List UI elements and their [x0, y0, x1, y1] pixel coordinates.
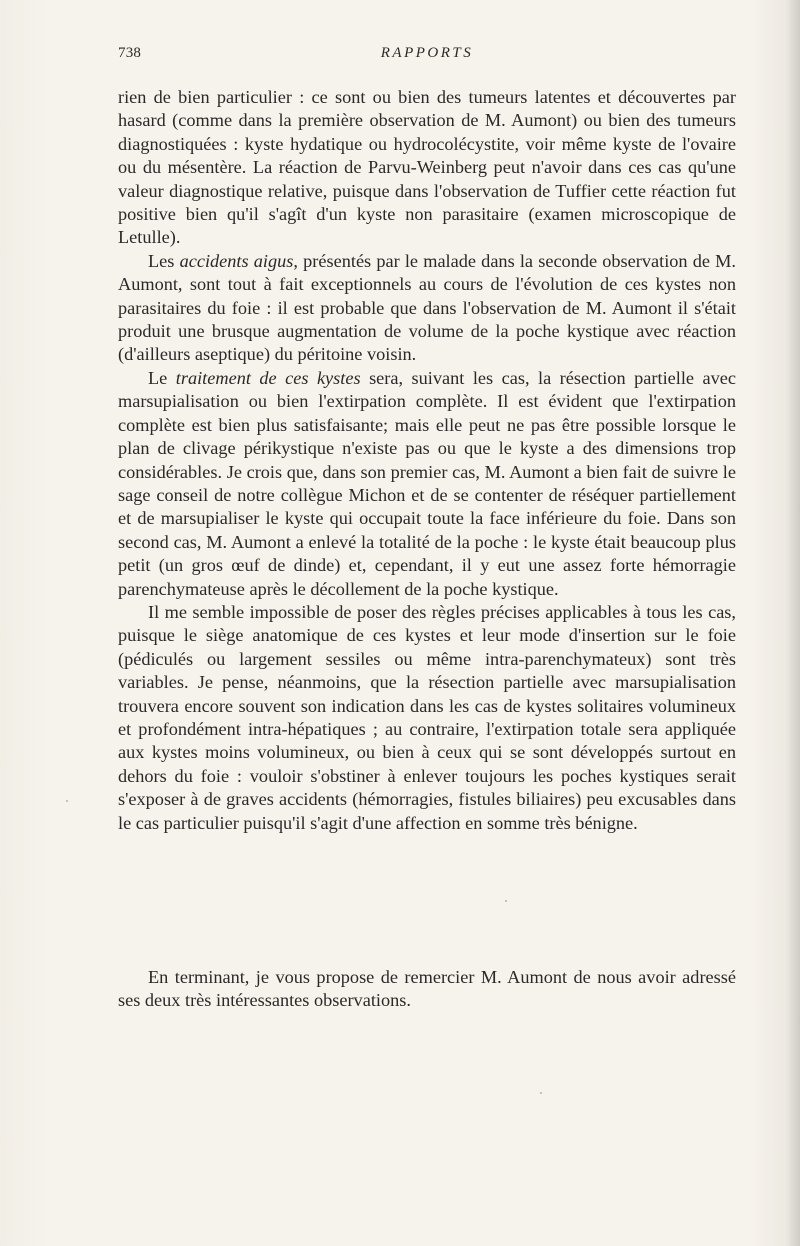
paragraph-4: [118, 601, 736, 835]
emphasis-accidents-aigus: accidents aigus: [179, 250, 294, 271]
body-text: [118, 86, 736, 835]
paragraph-1-text: rien de bien particulier : ce sont ou bien des tumeurs latentes et découvertes par hasard (comme dans la première observation de M. Aumont) ou bien des tumeurs diagnostiquées : kyste hydatique ou hydrocolécystite, voir même kyste de l'ovaire ou du mésentère. La réaction de Parvu-Weinberg peut n'avoir dans ces cas qu'une valeur diagnostique relative, puisque dans l'observation de Tuffier cette réaction fut positive bien qu'il s'agît d'un kyste non parasitaire (examen microscopique de Letulle).: [118, 87, 736, 248]
paragraph-2-text: , présentés par le malade dans la seconde observation de M. Aumont, sont tout à fait exceptionnels au cours de l'évolution de ces kystes non parasitaires du foie : il est probable que dans l'observation de M. Aumont il s'était produit une brusque augmentation de volume de la poche kystique avec réaction (d'ailleurs aseptique) du péritoine voisin.: [118, 250, 736, 365]
paragraph-2: [118, 250, 736, 367]
paragraph-5: [118, 966, 736, 1013]
page-number: 738: [118, 45, 142, 61]
paragraph-5-text: En terminant, je vous propose de remercier M. Aumont de nous avoir adressé ses deux très intéressantes observations.: [118, 967, 736, 1011]
paragraph-3-text: sera, suivant les cas, la résection partielle avec marsupialisation ou bien l'extirpation complète. Il est évident que l'extirpation complète est bien plus satisfaisante; mais elle peut ne pas être possible lorsque le plan de clivage périkystique n'existe pas ou que le kyste a des dimensions trop considérables. Je crois que, dans son premier cas, M. Aumont a bien fait de suivre le sage conseil de notre collègue Michon et de se contenter de réséquer partiellement et de marsupialiser le kyste qui occupait toute la face inférieure du foie. Dans son second cas, M. Aumont a enlevé la totalité de la poche : le kyste était beaucoup plus petit (un gros œuf de dinde) et, cependant, il y eut une assez forte hémorragie parenchymateuse après le décollement de la poche kystique.: [118, 367, 736, 599]
page-edge-shadow: [786, 0, 800, 1246]
emphasis-traitement: traitement de ces kystes: [175, 367, 361, 388]
running-title: RAPPORTS: [380, 45, 474, 61]
paragraph-2-lead: Les: [148, 250, 180, 271]
paragraph-3-lead: Le: [148, 367, 176, 388]
paper-speck: [505, 900, 507, 902]
paper-speck: [66, 800, 68, 802]
paper-speck: [540, 1092, 542, 1094]
paragraph-4-text: Il me semble impossible de poser des règles précises applicables à tous les cas, puisque le siège anatomique de ces kystes et leur mode d'insertion sur le foie (pédiculés ou largement sessiles ou même intra-parenchymateux) sont très variables. Je pense, néanmoins, que la résection partielle avec marsupialisation trouvera encore souvent son indication dans les cas de kystes solitaires volumineux et profondément intra-hépatiques ; au contraire, l'extirpation totale sera appliquée aux kystes moins volumineux, ou bien à ceux qui se sont développés surtout en dehors du foie : vouloir s'obstiner à enlever toujours les poches kystiques serait s'exposer à de graves accidents (hémorragies, fistules biliaires) peu excusables dans le cas particulier puisqu'il s'agit d'une affection en somme très bénigne.: [118, 601, 736, 833]
closing-paragraph: [118, 966, 736, 1013]
page-header: [118, 45, 736, 67]
paragraph-1: [118, 86, 736, 250]
paragraph-3: [118, 367, 736, 601]
